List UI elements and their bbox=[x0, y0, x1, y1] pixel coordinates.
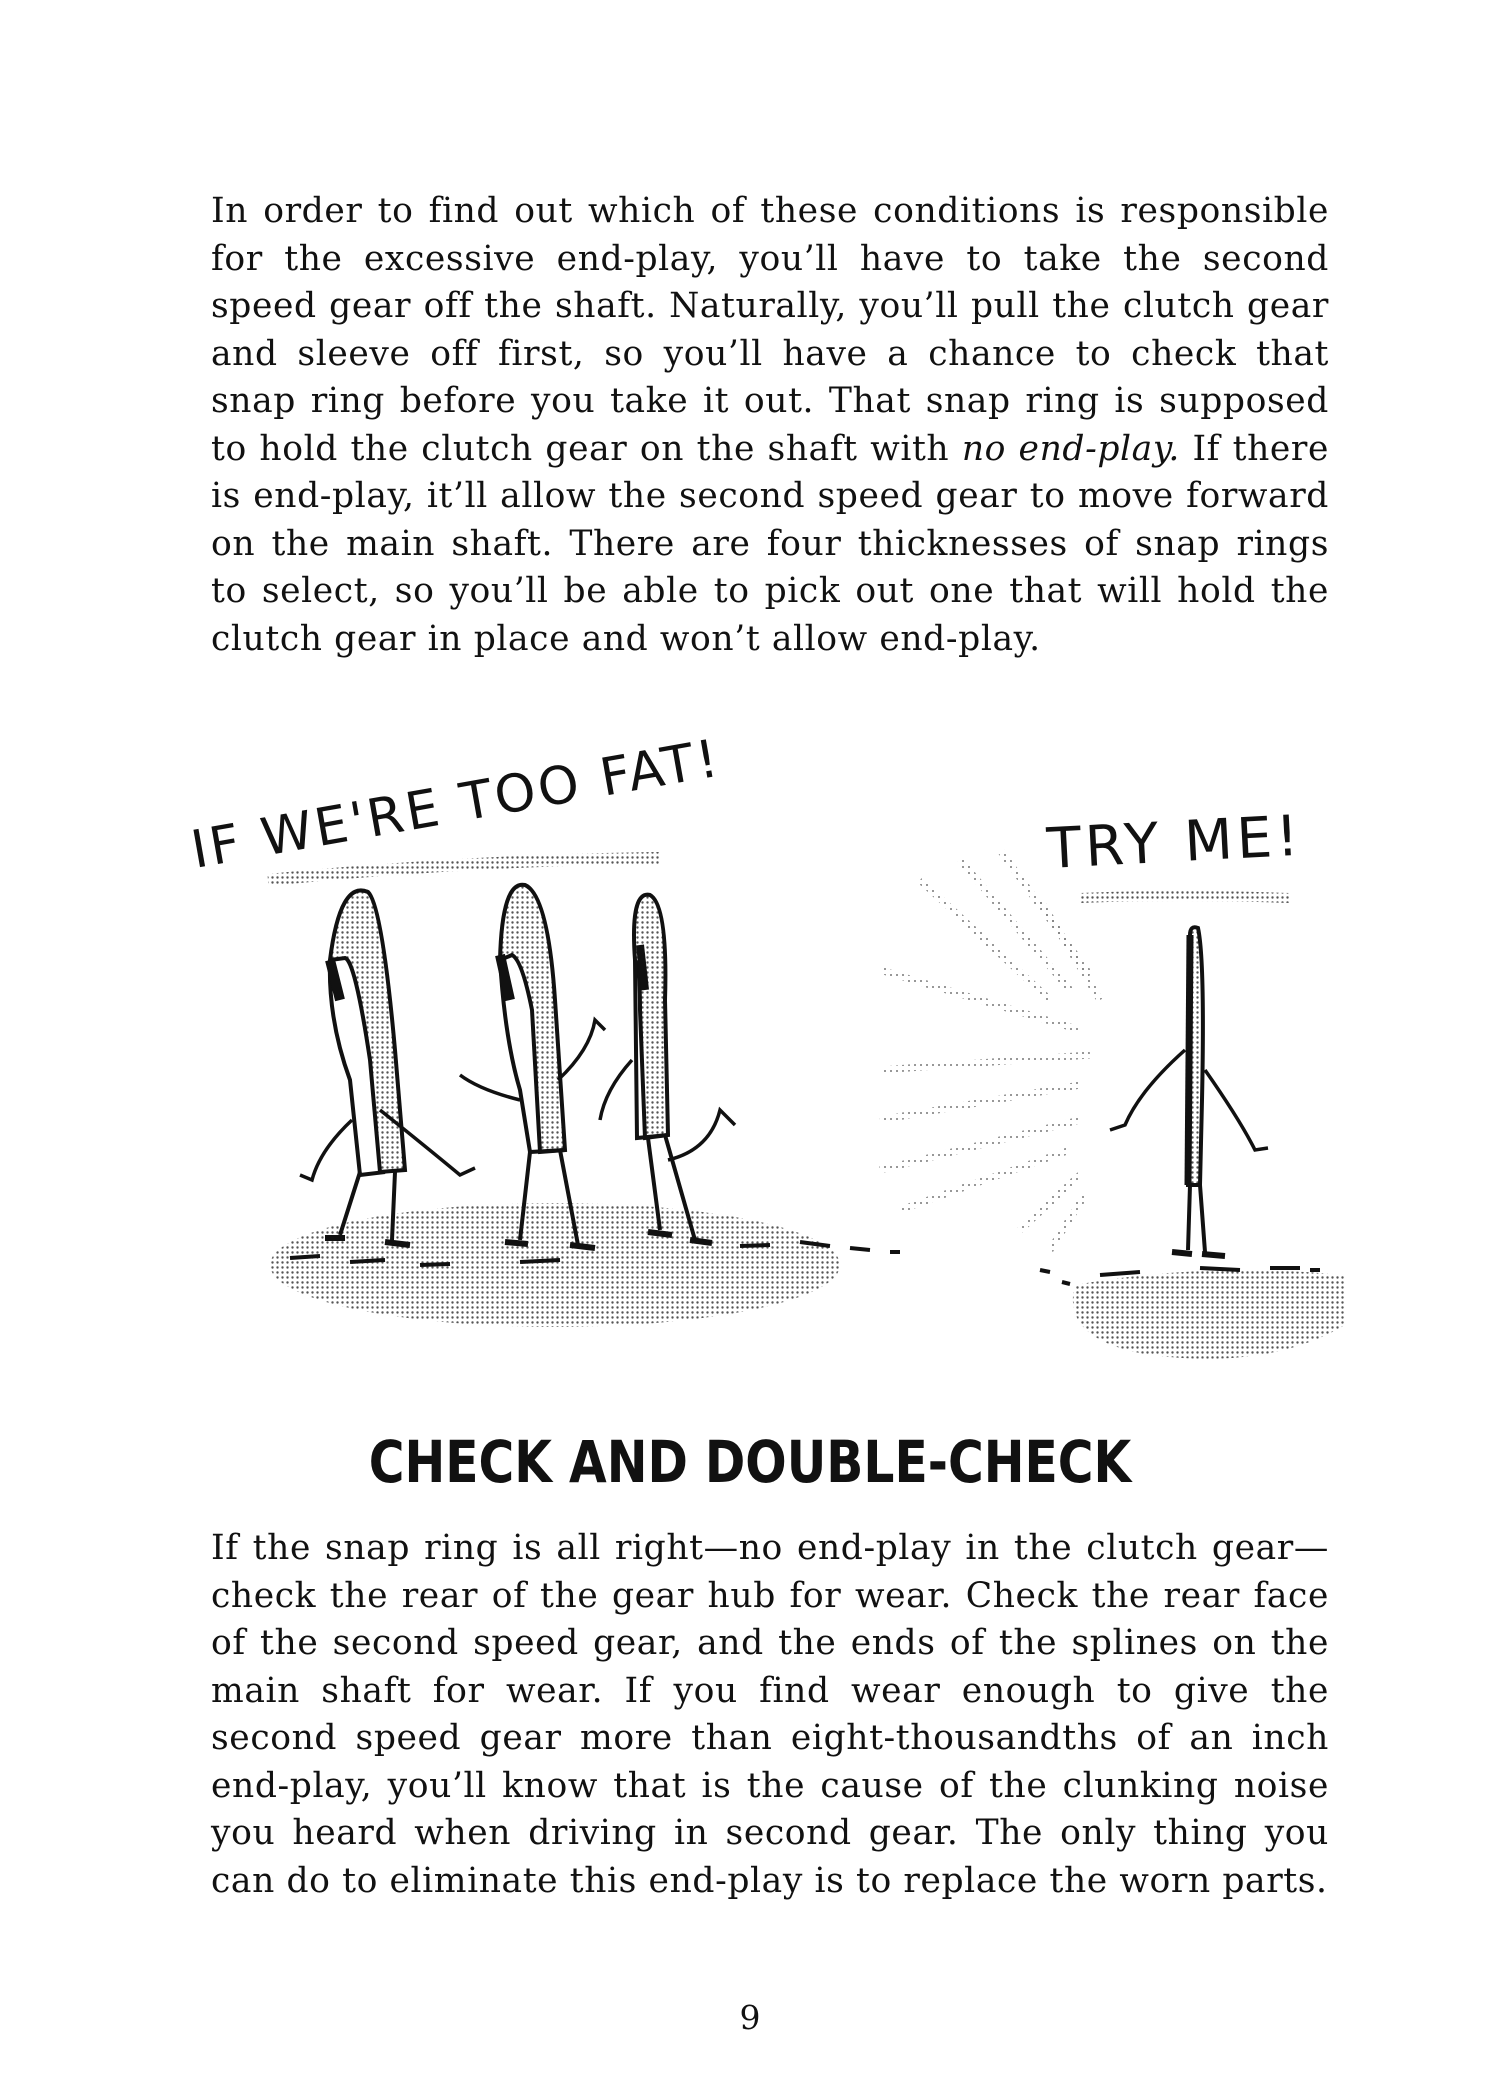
body-paragraph-2: If the snap ring is all right—no end-play in the clutch gear—check the rear of the gear hub for wear. Check the rear face of the second speed gear, and the ends of the splines on the main shaft for wear. If you find wear enough to give the second speed gear more than eight-thousandths of an inch end-play, you’ll know that is the cause of the clunking noise you heard when driving in second gear. The only thing you can do to eliminate this end-play is to replace the worn parts. bbox=[211, 1528, 1329, 1901]
right-caption-underline bbox=[1080, 896, 1290, 898]
burst-lines bbox=[880, 850, 1100, 1250]
left-caption-underline bbox=[268, 858, 660, 880]
snap-ring-character-1 bbox=[300, 890, 475, 1245]
snap-ring-character-3 bbox=[600, 895, 735, 1243]
page-number: 9 bbox=[739, 1998, 761, 2037]
left-ground-shadow bbox=[270, 1203, 840, 1327]
paragraph-1-text-end: If there is end-play, it’ll allow the second speed gear to move forward on the main shaft. There are four thicknesses of snap rings to select, so you’ll be able to pick out one that will hold the clutch gear in place and won’t allow end-play. bbox=[211, 428, 1330, 659]
paragraph-1-text-start: In order to find out which of these conditions is responsible for the excessive end-play, you’ll have to take the second speed gear off the shaft. Naturally, you’ll pull the clutch gear and sleeve off first, so you’ll have a chance to check that snap ring before you take it out. That snap ring is supposed to hold the clutch gear on the shaft with bbox=[211, 191, 1329, 469]
paragraph-1-emphasis: no end-play. bbox=[961, 428, 1180, 469]
right-caption: TRY ME! bbox=[1045, 803, 1305, 882]
thin-snap-ring-character bbox=[1110, 927, 1268, 1256]
left-caption: IF WE'RE TOO FAT! bbox=[186, 728, 726, 881]
snap-ring-character-2 bbox=[460, 885, 605, 1248]
section-heading: CHECK AND DOUBLE-CHECK bbox=[368, 1428, 1132, 1496]
right-ground-shadow bbox=[1073, 1270, 1345, 1358]
